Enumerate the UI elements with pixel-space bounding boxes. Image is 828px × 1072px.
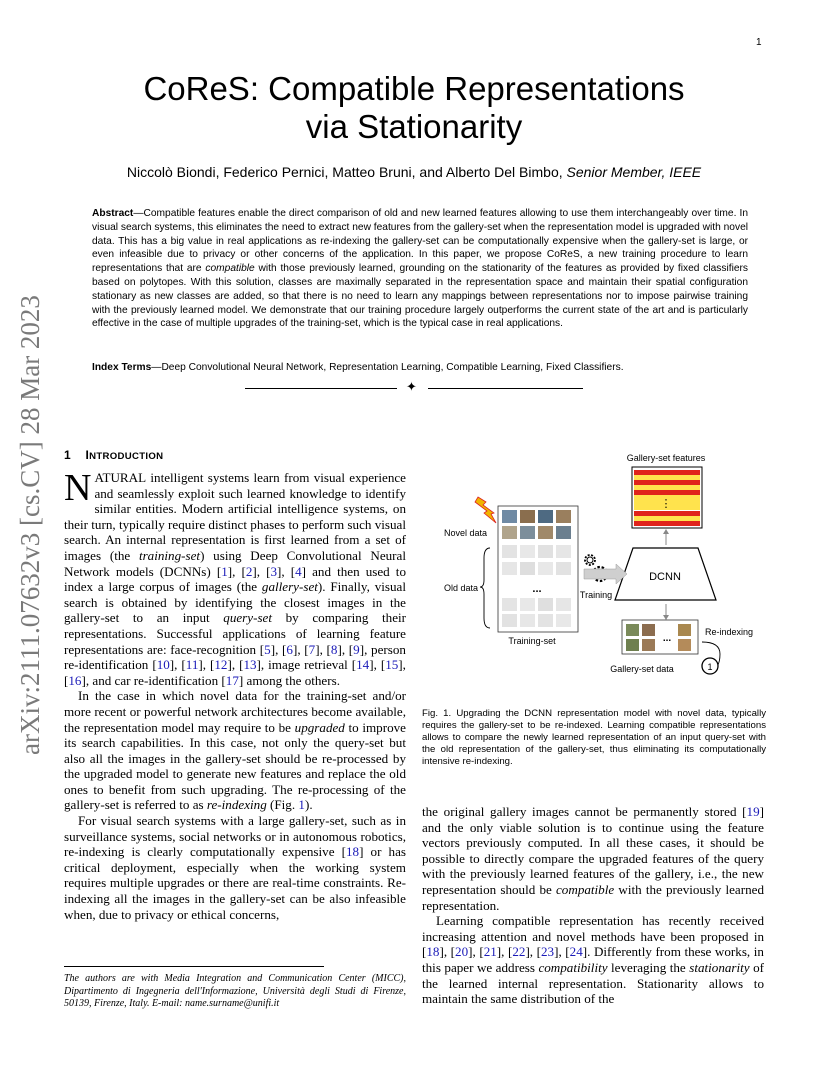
text-run: ] and the only viable solution is to continue using the feature vectors previously computed. In all these cases, it should be possible to directly compare the upgraded features of the query with the previously learned features of the gallery, i.e., the new representation should be [422, 804, 764, 897]
text-run: of the learned internal representation. Stationarity allows to maintain the same distribution of the [422, 959, 765, 1007]
citation-link[interactable]: 3 [270, 563, 278, 579]
old-image-thumbnail [520, 598, 535, 611]
text-run: ]. Differently from these works, in this paper we address [422, 944, 764, 975]
section-title-first: I [85, 448, 90, 462]
feature-vector [634, 521, 700, 526]
section-separator [245, 382, 585, 394]
gallery-features-label: Gallery-set features [626, 453, 706, 463]
text-run: the original gallery images cannot be permanently stored [ [422, 804, 747, 819]
feature-vector [634, 475, 700, 480]
novel-image-thumbnail [556, 526, 571, 539]
abstract-text-b: with those previously learned, grounding on the stationarity of the features as provided by fixed classifiers based on polytopes. With this solution, classes are maximally separated in the representation space and maintain their spatial configuration stationary as new classes are added, so that there is no need to learn any mappings between representations nor to impose pairwise training with the previously learned model. We demonstrate that our training procedure largely outperforms the current state of the art and is particularly effective in the case of multiple upgrades of the training-set, which is the typical case in real applications. [92, 263, 748, 330]
emphasis: training-set [138, 547, 201, 563]
citation-link[interactable]: 11 [185, 657, 199, 673]
title-line-1: CoReS: Compatible Representations [143, 70, 685, 107]
old-image-thumbnail [538, 562, 553, 575]
footnote-rule [64, 966, 324, 967]
intro-paragraph-3 [64, 813, 406, 922]
emphasis: stationarity [689, 959, 750, 975]
novel-image-thumbnail [538, 526, 553, 539]
novel-image-thumbnail [520, 526, 535, 539]
text-run: ], person re-identification [ [64, 641, 406, 673]
dcnn-label: DCNN [649, 571, 681, 583]
citation-link[interactable]: 1 [221, 563, 228, 579]
citation-link[interactable]: 13 [243, 657, 257, 673]
text-run: (Fig. [266, 797, 299, 813]
arxiv-identifier-stamp: arXiv:2111.07632v3 [cs.CV] 28 Mar 2023 [15, 295, 45, 755]
text-run: with the previously learned representation. [422, 881, 764, 913]
gallery-data-label: Gallery-set data [610, 664, 674, 674]
body-paragraph-2: Learning compatible representation has recently received increasing attention and novel methods have been proposed in [18], [20], [21], [22], [23], [24]. Differently from these works, in this paper we address compatibility leveraging the stationarity of the learned internal representation. Stationarity allows to maintain the same distribution of the [422, 913, 765, 1007]
author-membership: Senior Member, IEEE [566, 164, 702, 180]
separator-line-right [428, 388, 583, 389]
old-image-thumbnail [538, 614, 553, 627]
citation-link[interactable]: 15 [385, 657, 399, 673]
citation-link[interactable]: 23 [541, 944, 555, 960]
text-run: In the case in which novel data for the training-set and/or more recent or powerful network architectures become available, the representation model may require to be [64, 688, 406, 735]
text-run: intelligent systems learn from visual experience and seamlessly exploit such learned knowledge to identify similar entities. Modern artificial intelligence systems, on their turn, typically require distinct phases to perform such visual search. An internal representation is first learned from a set of images (the [64, 470, 406, 563]
citation-link[interactable]: 14 [356, 657, 370, 673]
citation-link[interactable]: 5 [264, 641, 271, 657]
figure-1-diagram [420, 448, 768, 698]
feature-vector [634, 485, 700, 490]
section-title-rest: NTRODUCTION [89, 451, 164, 462]
old-image-thumbnail [556, 598, 571, 611]
old-image-thumbnail [556, 614, 571, 627]
emphasis: gallery-set [261, 579, 318, 595]
gallery-image-thumbnail [626, 639, 639, 651]
separator-diamond-icon: ✦ [406, 380, 417, 395]
left-column-body [64, 467, 407, 922]
index-terms-label: Index Terms [92, 362, 152, 373]
citation-link[interactable]: 8 [330, 641, 338, 657]
index-terms-text: —Deep Convolutional Neural Network, Representation Learning, Compatible Learning, Fixed Classifiers. [151, 362, 624, 373]
training-set-label: Training-set [508, 636, 556, 646]
gallery-image-thumbnail [626, 624, 639, 636]
page-number: 1 [756, 37, 762, 48]
feature-stack-dots: ⋮ [660, 497, 672, 510]
gear-icon [585, 555, 595, 565]
old-data-dots: ... [532, 583, 542, 595]
feature-vector [634, 480, 700, 485]
old-image-thumbnail [520, 614, 535, 627]
citation-link[interactable]: 7 [308, 641, 316, 657]
old-image-thumbnail [520, 545, 535, 558]
old-image-thumbnail [556, 562, 571, 575]
text-run: ). [304, 797, 313, 813]
figure-link[interactable]: 1 [298, 797, 305, 813]
text-run: ) using Deep Convolutional Neural Network models (DCNNs) [ [64, 547, 406, 579]
old-image-thumbnail [538, 598, 553, 611]
arrow-head-icon [663, 529, 669, 534]
intro-paragraph-1: NATURAL intelligent systems learn from visual experience and seamlessly exploit such learned knowledge to identify similar entities. Modern artificial intelligence systems, on their turn, typically require distinct phases to perform such visual search. An internal representation is first learned from a set of images (the training-set) using Deep Convolutional Neural Network models (DCNNs) [1], [2], [3], [4] and then used to index a large corpus of images (the gallery-set). Finally, visual search is obtained by identifying the closest images in the gallery-set to an input query-set by comparing their representations. Successful applications of learning feature representations are: face-recognition [5], [6], [7], [8], [9], person re-identification [10], [11], [12], [13], image retrieval [14], [15], [16], and car re-identification [17] among the others. [64, 467, 407, 688]
feature-vector [634, 511, 700, 516]
gallery-image-thumbnail [678, 624, 691, 636]
emphasis: compatibility [538, 959, 608, 975]
text-run: ). Finally, visual search is obtained by identifying the closest images in the gallery-set to an input [64, 579, 406, 626]
citation-link[interactable]: 22 [512, 944, 526, 960]
old-image-thumbnail [502, 614, 517, 627]
index-terms [92, 361, 748, 375]
section-number: 1 [64, 448, 71, 462]
old-image-thumbnail [556, 545, 571, 558]
gallery-image-thumbnail [678, 639, 691, 651]
citation-link[interactable]: 18 [345, 844, 360, 860]
paper-title [120, 70, 708, 146]
emphasis: upgraded [294, 719, 345, 735]
drop-cap: N [64, 467, 92, 509]
text-run: ] and then used to index a large corpus of images (the [64, 563, 406, 595]
citation-link[interactable]: 16 [68, 672, 82, 688]
right-column-body [422, 804, 764, 1007]
affiliation-footnote: The authors are with Media Integration and Communication Center (MICC), Dipartimento di Ingegneria dell'Informazione, Università degli Studi di Firenze, 50139, Firenze, Italy. E-mail: name.surname@unifi.it [64, 973, 406, 1009]
citation-link[interactable]: 12 [214, 657, 228, 673]
novel-image-thumbnail [556, 510, 571, 523]
intro-paragraph-2 [64, 688, 406, 813]
arrow-head-icon [663, 615, 669, 620]
smallcaps-word: ATURAL [94, 470, 147, 485]
abstract [92, 207, 748, 331]
abstract-emphasis: compatible [205, 263, 255, 275]
novel-image-thumbnail [538, 510, 553, 523]
separator-line-left [245, 388, 397, 389]
text-run: leveraging the [607, 959, 690, 975]
reindexing-label: Re-indexing [705, 627, 754, 637]
text-run: by comparing their representations. Successful applications of learning feature representations are: face-recognition [ [64, 610, 407, 657]
feature-vector [634, 516, 700, 521]
text-run: Learning compatible representation has recently received increasing attention and novel methods have been proposed in [ [422, 913, 764, 960]
citation-link[interactable]: 9 [353, 641, 360, 657]
section-heading [64, 448, 163, 462]
old-image-thumbnail [502, 562, 517, 575]
title-line-2: via Stationarity [305, 108, 523, 145]
citation-link[interactable]: 21 [483, 944, 497, 960]
novel-image-thumbnail [520, 510, 535, 523]
citation-link[interactable]: 24 [569, 944, 583, 960]
citation-link[interactable]: 2 [245, 563, 253, 579]
emphasis: query-set [223, 610, 272, 626]
feature-vector [634, 490, 700, 495]
text-run: ], image retrieval [ [256, 657, 357, 673]
lightning-bolt-icon [475, 497, 496, 523]
gallery-image-thumbnail [642, 624, 655, 636]
novel-image-thumbnail [502, 526, 517, 539]
citation-link[interactable]: 17 [225, 672, 239, 688]
author-list [60, 164, 768, 180]
abstract-label: Abstract [92, 208, 134, 219]
training-label: Training [579, 590, 613, 600]
citation-link[interactable]: 10 [156, 657, 170, 673]
old-image-thumbnail [520, 562, 535, 575]
old-image-thumbnail [502, 598, 517, 611]
emphasis: re-indexing [206, 797, 267, 813]
old-data-brace [480, 548, 490, 628]
citation-link[interactable]: 20 [455, 944, 469, 960]
citation-link[interactable]: 18 [426, 944, 440, 960]
clock-icon-label: 1 [707, 662, 713, 672]
text-run: For visual search systems with a large gallery-set, such as in surveillance systems, social networks or in autonomous robotics, re-indexing is clearly computationally expensive [ [64, 813, 406, 860]
abstract-text-a: —Compatible features enable the direct comparison of old and new learned features allowing to use them interchangeably over time. In visual search systems, this eliminates the need to extract new features from the gallery-set when the representation model is upgraded with novel data. This has a big value in real applications as re-indexing the gallery-set can be computationally expensive when the gallery-set is large, or even infeasible due to privacy or other concerns of the application. In this paper, we propose CoReS, a new training procedure to learn representations that are [92, 208, 748, 275]
gallery-image-thumbnail [642, 639, 655, 651]
text-run: ] or has critical deployment, especially when the working system requires multiple upgrades or there are real-time constraints. Re-indexing all the images in the gallery-set can be also infeasible when, due to privacy or ethical concerns, [64, 844, 406, 922]
text-run: ] among the others. [238, 672, 340, 688]
training-arrow-icon [584, 564, 627, 584]
old-image-thumbnail [538, 545, 553, 558]
old-data-label: Old data [444, 583, 479, 593]
body-paragraph-1 [422, 804, 764, 913]
novel-data-label: Novel data [444, 528, 488, 538]
author-names: Niccolò Biondi, Federico Pernici, Matteo Bruni, and Alberto Del Bimbo, [126, 164, 563, 180]
text-run: ], and car re-identification [ [81, 672, 226, 688]
figure-1-caption: Fig. 1. Upgrading the DCNN representation model with novel data, typically requires the gallery-set to be re-indexed. Learning compatible representations allows to compare the newly learned representation of an input query-set with the old representation of the gallery-set, thus eliminating its computationally intensive re-indexing. [422, 708, 766, 767]
citation-link[interactable]: 4 [295, 563, 302, 579]
citation-link[interactable]: 6 [286, 641, 293, 657]
gallery-data-dots: ... [662, 633, 672, 644]
citation-link[interactable]: 19 [746, 804, 760, 819]
old-image-thumbnail [502, 545, 517, 558]
novel-image-thumbnail [502, 510, 517, 523]
emphasis: compatible [556, 881, 615, 897]
text-run: to improve its search capabilities. In this case, not only the query-set but also all the images in the gallery-set should be re-processed by the upgraded model to generate new features and replace the old ones to benefit from such upgrading. The re-processing of the gallery-set is referred to as [64, 719, 406, 813]
feature-vector [634, 470, 700, 475]
